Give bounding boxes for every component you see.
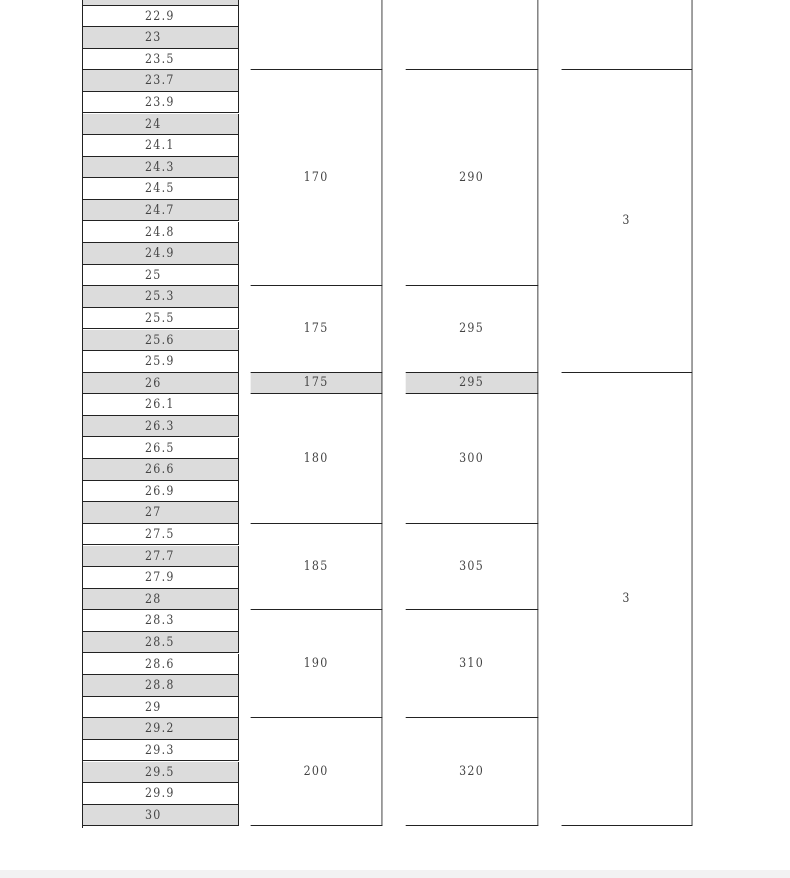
size-value: 25.9: [145, 354, 175, 370]
size-cell: [83, 286, 239, 308]
size-cell: [83, 114, 239, 136]
size-cell: [83, 783, 239, 805]
size-value: 29.5: [145, 764, 175, 780]
size-cell: [83, 330, 239, 352]
col2-cell: [251, 394, 383, 524]
size-cell: [83, 351, 239, 373]
size-value: 24.9: [145, 246, 175, 262]
size-value: 26.1: [145, 397, 175, 413]
col2-cell-value: 175: [303, 375, 329, 391]
size-cell: [83, 6, 239, 28]
size-value: 24: [145, 116, 162, 132]
size-value: 26.6: [145, 462, 175, 478]
size-value: 26.3: [145, 418, 175, 434]
size-value: 25.6: [145, 332, 175, 348]
size-value: 26.9: [145, 483, 175, 499]
size-cell: [83, 157, 239, 179]
size-cell: [83, 373, 239, 395]
size-value: 29.2: [145, 721, 175, 737]
size-cell: [83, 394, 239, 416]
size-cell: [83, 546, 239, 568]
size-cell: [83, 178, 239, 200]
col3-cell: [406, 718, 539, 826]
col2-cell: [251, 0, 383, 70]
col3-cell-value: 320: [459, 764, 485, 780]
size-cell: [83, 27, 239, 49]
size-cell: [83, 718, 239, 740]
col3-cell: [406, 70, 539, 286]
size-cell: [83, 740, 239, 762]
size-value: 27: [145, 505, 162, 521]
size-value: 26: [145, 375, 162, 391]
col3-cell-value: 295: [459, 321, 485, 337]
page-bottom-edge: [0, 870, 790, 878]
size-cell: [83, 265, 239, 287]
col2-cell: [251, 70, 383, 286]
size-cell: [83, 567, 239, 589]
size-value: 22.9: [145, 8, 175, 24]
size-cell: [83, 200, 239, 222]
size-value: 28.5: [145, 634, 175, 650]
size-cell: [83, 459, 239, 481]
size-value: 28.3: [145, 613, 175, 629]
col4-cell: [562, 70, 693, 372]
col3-cell: [406, 610, 539, 718]
size-cell: [83, 805, 239, 827]
size-value: 25.5: [145, 310, 175, 326]
size-cell: [83, 438, 239, 460]
col3-cell-value: 310: [459, 656, 485, 672]
size-value: 24.8: [145, 224, 175, 240]
size-value: 23: [145, 30, 162, 46]
size-value: 23.5: [145, 51, 175, 67]
size-value: 24.5: [145, 181, 175, 197]
size-value: 29: [145, 699, 162, 715]
size-value: 24.7: [145, 202, 175, 218]
col2-cell-value: 170: [303, 170, 329, 186]
col2-cell-value: 185: [303, 559, 329, 575]
size-value: 28.6: [145, 656, 175, 672]
col3-cell-value: 300: [459, 451, 485, 467]
size-cell-partial: [83, 0, 239, 6]
size-cell: [83, 92, 239, 114]
size-value: 23.7: [145, 73, 175, 89]
col2-cell: [251, 286, 383, 372]
col2-cell-value: 180: [303, 451, 329, 467]
col3-cell: [406, 524, 539, 610]
col2-cell: [251, 718, 383, 826]
size-value: 26.5: [145, 440, 175, 456]
size-value: 25: [145, 267, 162, 283]
size-cell: [83, 654, 239, 676]
size-value: 29.9: [145, 786, 175, 802]
size-cell: [83, 481, 239, 503]
size-value: 28: [145, 591, 162, 607]
size-cell: [83, 762, 239, 784]
size-cell: [83, 135, 239, 157]
size-value: 24.3: [145, 159, 175, 175]
col3-cell-value: 290: [459, 170, 485, 186]
col3-cell: [406, 0, 539, 70]
size-cell: [83, 675, 239, 697]
size-cell: [83, 243, 239, 265]
col3-cell-value: 305: [459, 559, 485, 575]
size-value: 27.9: [145, 570, 175, 586]
size-cell: [83, 70, 239, 92]
size-cell: [83, 222, 239, 244]
size-value: 29.3: [145, 742, 175, 758]
col2-cell-value: 190: [303, 656, 329, 672]
size-cell: [83, 589, 239, 611]
size-value: 25.3: [145, 289, 175, 305]
size-value: 24.1: [145, 138, 175, 154]
size-cell: [83, 308, 239, 330]
size-value: 30: [145, 807, 162, 823]
size-cell: [83, 697, 239, 719]
col2-cell: [251, 524, 383, 610]
col3-cell: [406, 286, 539, 372]
col4-cell: [562, 0, 693, 70]
col2-cell: [251, 373, 383, 395]
col2-cell-value: 175: [303, 321, 329, 337]
size-value: 23.9: [145, 94, 175, 110]
col3-cell: [406, 394, 539, 524]
size-value: 27.7: [145, 548, 175, 564]
size-value: 27.5: [145, 526, 175, 542]
size-cell: [83, 632, 239, 654]
col2-cell: [251, 610, 383, 718]
col3-cell: [406, 373, 539, 395]
size-cell: [83, 610, 239, 632]
col3-cell-value: 295: [459, 375, 485, 391]
col2-cell-value: 200: [303, 764, 329, 780]
size-value: 28.8: [145, 678, 175, 694]
size-cell: [83, 49, 239, 71]
col4-cell-value: 3: [622, 591, 631, 607]
col4-cell-value: 3: [622, 213, 631, 229]
col4-cell: [562, 373, 693, 827]
size-cell: [83, 502, 239, 524]
size-cell: [83, 416, 239, 438]
size-cell: [83, 524, 239, 546]
